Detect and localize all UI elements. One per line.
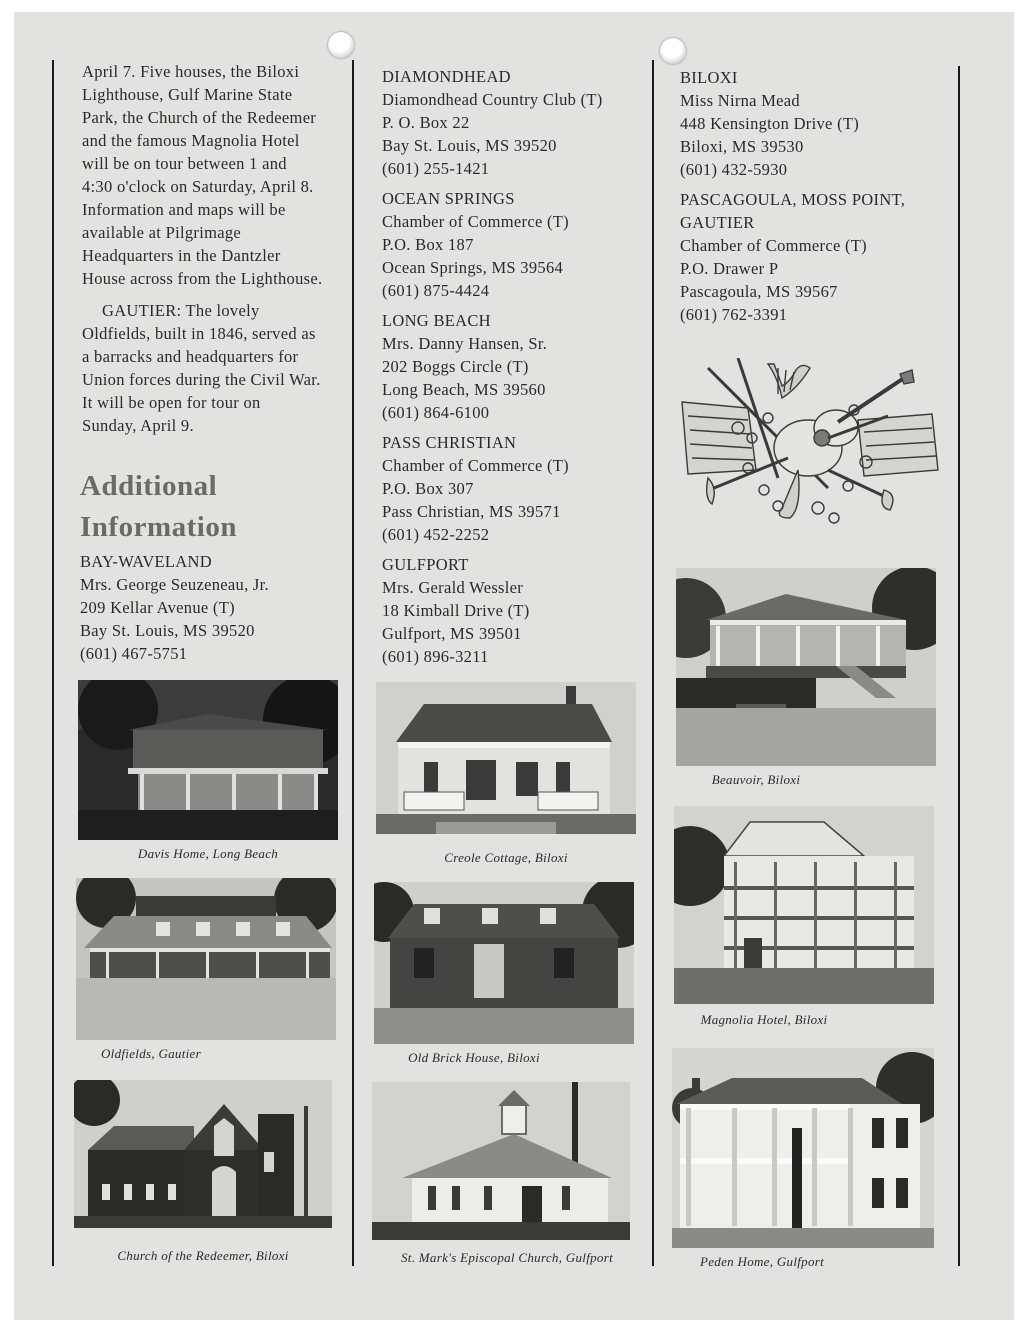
- binder-hole-left: [328, 32, 354, 58]
- contact-address: 18 Kimball Drive (T): [382, 601, 530, 620]
- text-line: House across from the Lighthouse.: [82, 269, 323, 288]
- contact-address: P.O. Drawer P: [680, 259, 779, 278]
- text-line: available at Pilgrimage: [82, 223, 242, 242]
- text-line: will be on tour between 1 and: [82, 154, 287, 173]
- contact-city: OCEAN SPRINGS: [382, 189, 515, 208]
- contact-long-beach: [382, 309, 644, 424]
- text-line: Lighthouse, Gulf Marine State: [82, 85, 293, 104]
- text-line: Union forces during the Civil War.: [82, 370, 321, 389]
- contact-citystate: Ocean Springs, MS 39564: [382, 258, 564, 277]
- column-rule-middle-right: [652, 60, 654, 1266]
- photo-peden-home: [672, 1048, 934, 1248]
- caption-church-of-the-redeemer: Church of the Redeemer, Biloxi: [117, 1248, 289, 1263]
- contact-citystate: Pascagoula, MS 39567: [680, 282, 838, 301]
- text-line: and the famous Magnolia Hotel: [82, 131, 300, 150]
- contact-address: 448 Kensington Drive (T): [680, 114, 860, 133]
- contact-name: Mrs. George Seuzeneau, Jr.: [80, 575, 269, 594]
- text-line: Headquarters in the Dantzler: [82, 246, 281, 265]
- caption-davis-home: Davis Home, Long Beach: [137, 846, 279, 861]
- contact-citystate: Biloxi, MS 39530: [680, 137, 804, 156]
- contact-phone: (601) 255-1421: [382, 159, 490, 178]
- contact-pascagoula: [680, 188, 950, 326]
- contact-city: LONG BEACH: [382, 311, 491, 330]
- photo-creole-cottage: [376, 682, 636, 834]
- column-rule-middle-left: [352, 60, 354, 1266]
- gautier-paragraph: [82, 299, 344, 437]
- bay-waveland-contact: [80, 550, 342, 665]
- contact-citystate: Bay St. Louis, MS 39520: [382, 136, 557, 155]
- column-3-contacts: [680, 66, 950, 333]
- caption-st-marks-church: St. Mark's Episcopal Church, Gulfport: [400, 1250, 613, 1265]
- contact-city: DIAMONDHEAD: [382, 67, 511, 86]
- contact-name: Chamber of Commerce (T): [382, 212, 569, 231]
- musical-instruments-illustration: [678, 358, 940, 536]
- contact-phone: (601) 467-5751: [80, 644, 188, 663]
- photo-church-of-the-redeemer: [74, 1080, 332, 1228]
- text-line: a barracks and headquarters for: [82, 347, 299, 366]
- text-line: Park, the Church of the Redeemer: [82, 108, 317, 127]
- caption-peden-home: Peden Home, Gulfport: [699, 1254, 825, 1269]
- contact-name: Miss Nirna Mead: [680, 91, 800, 110]
- text-line: Oldfields, built in 1846, served as: [82, 324, 316, 343]
- contact-address: P.O. Box 187: [382, 235, 474, 254]
- contact-address: 202 Boggs Circle (T): [382, 357, 529, 376]
- contact-phone: (601) 762-3391: [680, 305, 788, 324]
- text-line: It will be open for tour on: [82, 393, 261, 412]
- contact-name: Chamber of Commerce (T): [680, 236, 867, 255]
- contact-name: Chamber of Commerce (T): [382, 456, 569, 475]
- contact-diamondhead: [382, 65, 644, 180]
- text-line: GAUTIER: The lovely: [102, 301, 260, 320]
- contact-phone: (601) 896-3211: [382, 647, 489, 666]
- contact-biloxi: [680, 66, 950, 181]
- contact-phone: (601) 452-2252: [382, 525, 490, 544]
- heading-line: Additional: [80, 470, 218, 502]
- heading-line: Information: [80, 511, 237, 543]
- photo-davis-home: [78, 680, 338, 840]
- column-rule-left: [52, 60, 54, 1266]
- contact-city: PASCAGOULA, MOSS POINT, GAUTIER: [680, 190, 906, 232]
- contact-city: BAY-WAVELAND: [80, 552, 212, 571]
- caption-oldfields: Oldfields, Gautier: [100, 1046, 201, 1061]
- tour-paragraph: [82, 60, 344, 290]
- contact-citystate: Pass Christian, MS 39571: [382, 502, 561, 521]
- caption-magnolia-hotel: Magnolia Hotel, Biloxi: [700, 1012, 828, 1027]
- photo-beauvoir: [676, 568, 936, 766]
- photo-magnolia-hotel: [674, 806, 934, 1004]
- contact-pass-christian: [382, 431, 644, 546]
- contact-address: P.O. Box 307: [382, 479, 474, 498]
- column-1-text: [82, 60, 344, 437]
- contact-phone: (601) 864-6100: [382, 403, 490, 422]
- text-line: 4:30 o'clock on Saturday, April 8.: [82, 177, 314, 196]
- contact-city: BILOXI: [680, 68, 738, 87]
- additional-information-heading: [80, 466, 237, 548]
- text-line: Sunday, April 9.: [82, 416, 194, 435]
- caption-creole-cottage: Creole Cottage, Biloxi: [444, 850, 568, 865]
- contact-gulfport: [382, 553, 644, 668]
- text-line: Information and maps will be: [82, 200, 286, 219]
- contact-citystate: Long Beach, MS 39560: [382, 380, 546, 399]
- text-line: April 7. Five houses, the Biloxi: [82, 62, 300, 81]
- contact-name: Mrs. Gerald Wessler: [382, 578, 524, 597]
- caption-beauvoir: Beauvoir, Biloxi: [711, 772, 801, 787]
- contact-city: GULFPORT: [382, 555, 469, 574]
- contact-name: Mrs. Danny Hansen, Sr.: [382, 334, 548, 353]
- column-2-contacts: [382, 65, 644, 675]
- contact-phone: (601) 875-4424: [382, 281, 490, 300]
- contact-citystate: Bay St. Louis, MS 39520: [80, 621, 255, 640]
- binder-hole-right: [660, 38, 686, 64]
- contact-city: PASS CHRISTIAN: [382, 433, 517, 452]
- photo-old-brick-house: [374, 882, 634, 1044]
- contact-address: P. O. Box 22: [382, 113, 470, 132]
- contact-address: 209 Kellar Avenue (T): [80, 598, 235, 617]
- caption-old-brick-house: Old Brick House, Biloxi: [408, 1050, 540, 1065]
- photo-oldfields: [76, 878, 336, 1040]
- photo-st-marks-church: [372, 1082, 630, 1240]
- contact-phone: (601) 432-5930: [680, 160, 788, 179]
- contact-ocean-springs: [382, 187, 644, 302]
- column-rule-right: [958, 66, 960, 1266]
- contact-citystate: Gulfport, MS 39501: [382, 624, 522, 643]
- contact-name: Diamondhead Country Club (T): [382, 90, 603, 109]
